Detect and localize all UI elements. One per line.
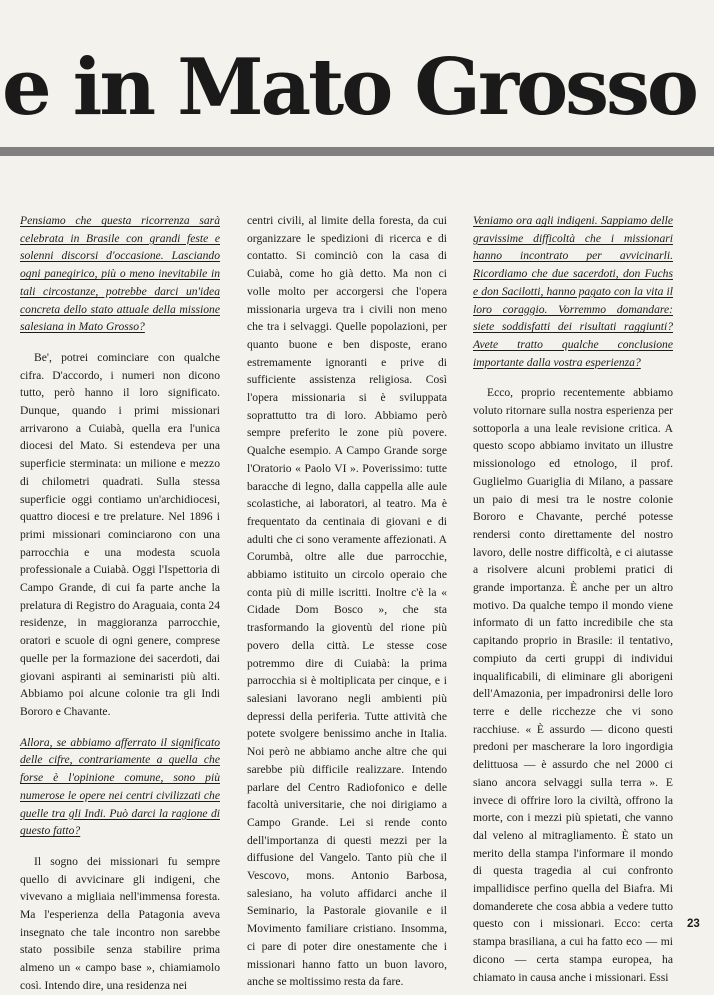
answer-2-continued: centri civili, al limite della foresta, da cui organizzare le spedizioni di ricerca e di contatto. Si cominciò con la casa di Cuiabà, come ho già detto. Ma non ci volle molto per accorgersi che l'opera missionaria urgeva tra i civili non meno che tra i selvaggi. Quelle popolazioni, per quanto buone e ben disposte, erano estremamente ignoranti e prive di sufficiente assistenza religiosa. Così l'opera missionaria si è sviluppata soprattutto tra di loro. Abbiamo però sempre preferito le zone più povere. Qualche esempio. A Campo Grande sorge l'Oratorio « Paolo VI ». Poverissimo: tutte baracche di legno, dalla cappella alle aule scolastiche, ai laboratori, al teatro. Ma è frequentato da centinaia di giovani e di adulti che ci sono veramente affezionati. A Corumbà, oltre alle due parrocchie, abbiamo istituito un circolo operaio che conta più di mille iscritti. Inoltre c'è la « Cidade Dom Bosco », che sta trasformando la gioventù del rione più povero della città. Le stesse cose potremmo dire di Cuiabà: la prima parrocchia si è moltiplicata per cinque, e i salesiani lavorano negli ambienti più depressi della periferia. Tutte attività che potete svolgere benissimo anche in Italia. Noi però ne abbiamo anche altre che qui sarebbe più difficile realizzare. Intendo parlare del Centro Radiofonico e delle facoltà universitarie, che noi dirigiamo a Campo Grande. Lei si rende conto dell'importanza di questi mezzi per la diffusione del Vangelo. Tanto più che il Vescovo, mons. Antonio Barbosa, salesiano, ha voluto affidarci anche il Seminario, la Pastorale giovanile e il Movimento familiare cristiano. Insomma, ci pare di poter dire onestamente che i missionari hanno fatto un buon lavoro, anche se moltissimo resta da fare. — [247, 214, 447, 989]
question-2: Allora, se abbiamo afferrato il significato delle cifre, contrariamente a quella che forse è l'opinione comune, sono più numerose le opere nei centri civilizzati che quelle tra gli Indi. Può darci la ragione di questo fatto? — [20, 735, 220, 838]
answer-3: Ecco, proprio recentemente abbiamo voluto ritornare sulla nostra esperienza per sottoporla a una leale revisione critica. A questo scopo abbiamo invitato un illustre missionologo ed etnologo, il prof. Guglielmo Guariglia di Milano, a passare un paio di mesi tra le nostre colonie Bororo e Chavante, perché potesse rendersi conto direttamente del nostro lavoro, delle nostre difficoltà, e ci aiutasse a risolvere alcuni problemi pratici di grande importanza. È anche per un altro motivo. Da qualche tempo il mondo viene informato di un fatto incredibile che sta capitando proprio in Brasile: il tentativo, compiuto da certi gruppi di individui inqualificabili, di eliminare gli aborigeni dell'Amazonia, per impadronirsi delle loro terre e delle ricchezze che vi sono racchiuse. « È assurdo — dicono questi predoni per mascherare la loro ingordigia delittuosa — è assurdo che nel 2000 ci siano ancora selvaggi sulla terra ». E invece di offrire loro la civiltà, offrono la morte, con i mezzi più spietati, che vanno dal veleno al mitragliamento. È stato un merito della stampa l'informare il mondo di questa tragedia al cui confronto impallidisce perfino quella del Biafra. Mi domanderete che cosa abbia a vedere tutto questo con i missionari. Ecco: certa stampa brasiliana, a cui ha fatto eco — mi dicono — certa stampa europea, ha chiamato in causa anche i missionari. Essi — [473, 386, 673, 984]
page-number: 23 — [687, 918, 700, 930]
column-2 — [247, 212, 447, 991]
column-3 — [473, 212, 673, 986]
column-1 — [20, 212, 220, 995]
title-rule — [0, 147, 714, 156]
answer-2: Il sogno dei missionari fu sempre quello di avvicinare gli indigeni, che vivevano a migliaia nell'immensa foresta. Ma l'esperienza della Patagonia aveva insegnato che tale incontro non sarebbe stato possibile senza stabilire prima almeno un « campo base », chiamiamolo così. Intendo dire, una residenza nei — [20, 854, 220, 992]
answer-1: Be', potrei cominciare con qualche cifra. D'accordo, i numeri non dicono tutto, però hanno il loro significato. Dunque, quando i primi missionari arrivarono a Cuiabà, quella era l'unica diocesi del Mato. Si estendeva per una superficie sterminata: un milione e mezzo di chilometri quadrati. Sulla stessa superficie oggi contiamo un'archidiocesi, quattro diocesi e tre prelature. Nel 1896 i primi missionari cominciarono con una parrocchia e una modesta scuola professionale a Cuiabà. Oggi l'Ispettoria di Campo Grande, di cui fa parte anche la prelatura di Registro do Araguaia, conta 24 residenze, in maggioranza parrocchie, oratori e scuole di ogni genere, comprese quelle per la formazione dei sacerdoti, dai giovani aspiranti ai seminaristi più alti. Abbiamo poi alcune colonie tra gli Indi Bororo e Chavante. — [20, 350, 220, 718]
article-title: e in Mato Grosso — [2, 42, 696, 133]
question-1: Pensiamo che questa ricorrenza sarà celebrata in Brasile con grandi feste e solenni discorsi d'occasione. Lasciando ogni panegirico, più o meno inevitabile in tali circostanze, potrebbe darci un'idea concreta dello stato attuale della missione salesiana in Mato Grosso? — [20, 214, 220, 334]
question-3: Veniamo ora agli indigeni. Sappiamo delle gravissime difficoltà che i missionari hanno incontrato per avvicinarli. Ricordiamo che due sacerdoti, don Fuchs e don Sacilotti, hanno pagato con la vita il loro coraggio. Vorremmo domandare: siete soddisfatti dei risultati raggiunti? Avete tratto qualche conclusione importante dalla vostra esperienza? — [473, 214, 673, 369]
